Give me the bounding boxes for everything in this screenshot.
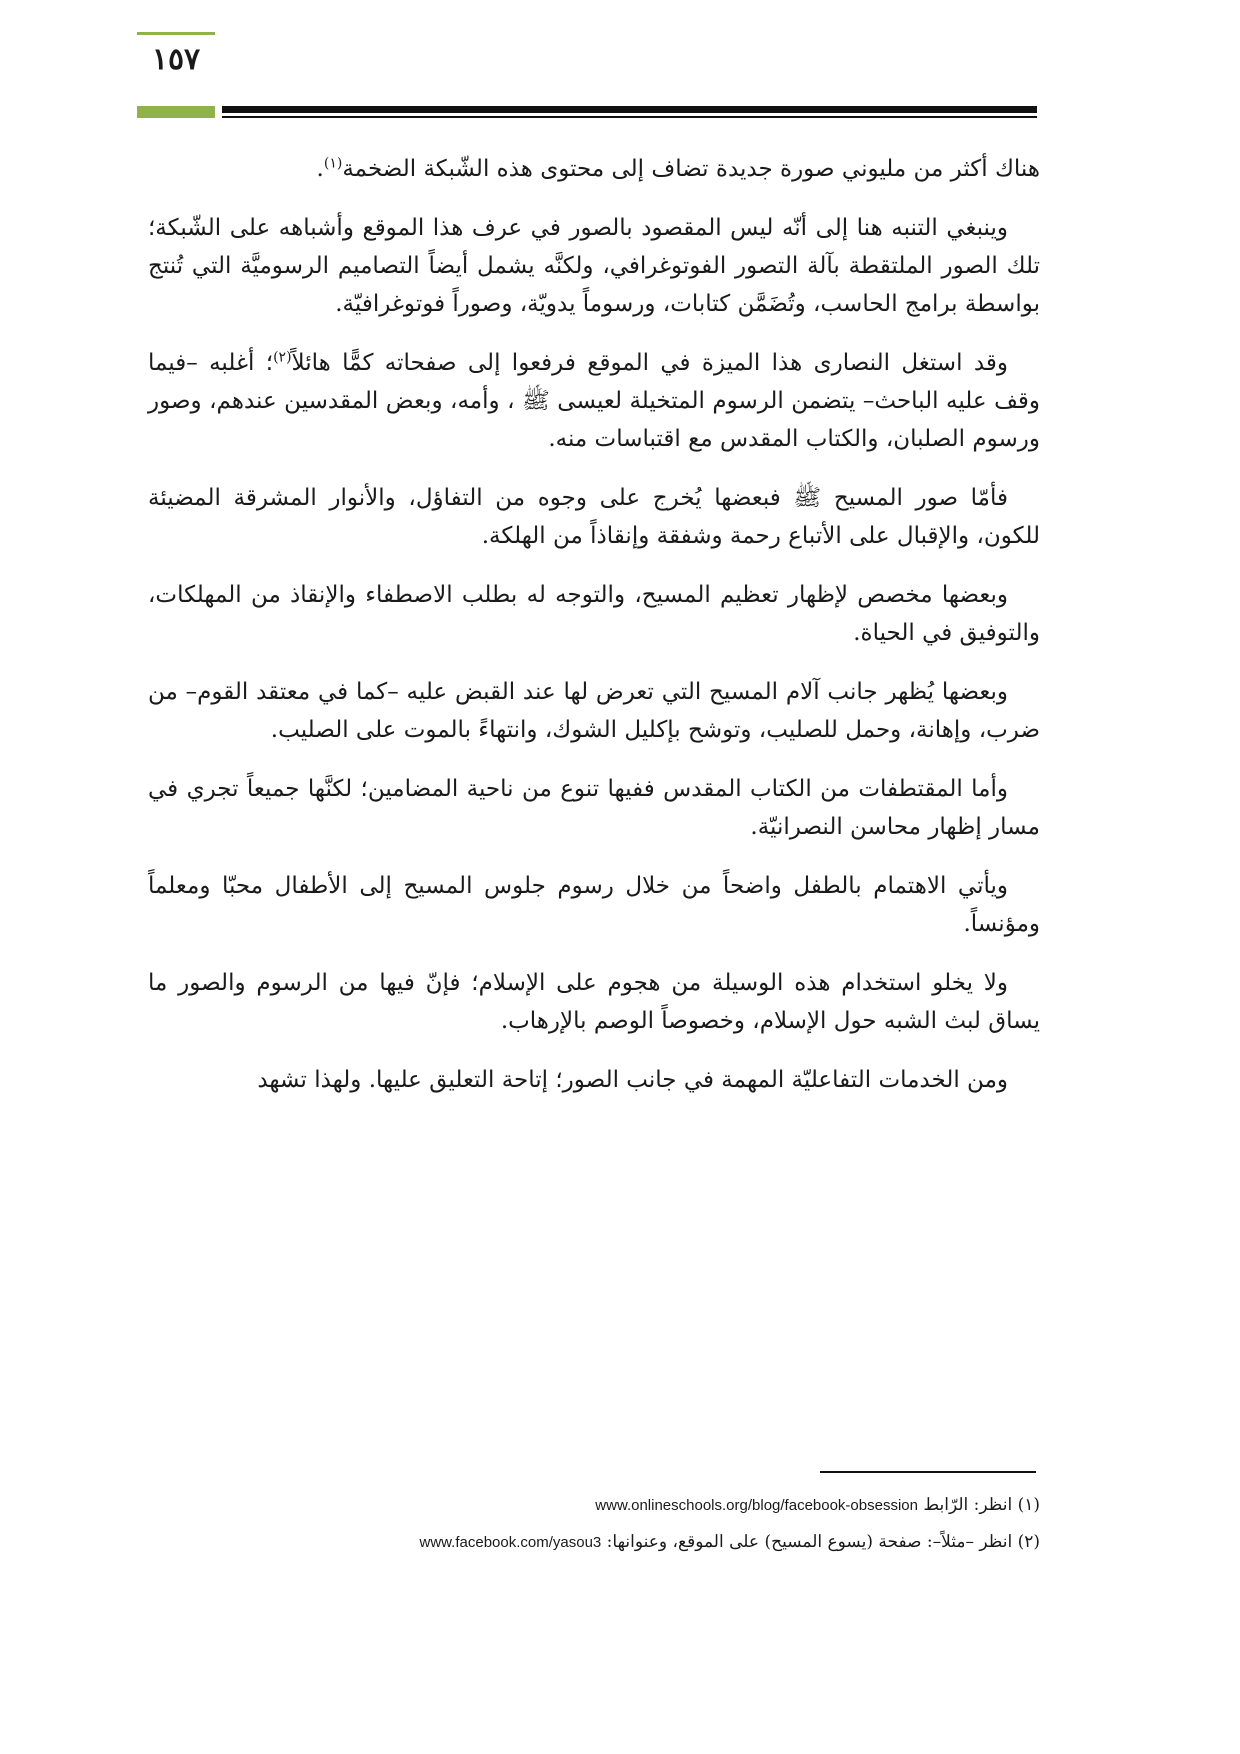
paragraph-5: وبعضها مخصص لإظهار تعظيم المسيح، والتوجه له بطلب الاصطفاء والإنقاذ من المهلكات، والتوفيق في الحياة. <box>148 582 1040 646</box>
paragraph-2: وينبغي التنبه هنا إلى أنّه ليس المقصود بالصور في عرف هذا الموقع وأشباهه على الشّبكة؛ تلك الصور الملتقطة بآلة التصور الفوتوغرافي، ولكنَّه يشمل أيضاً التصاميم الرسوميَّة التي تُنتج بواسطة برامج الحاسب، وتُضَمَّن كتابات، ورسوماً يدويّة، وصوراً فوتوغرافيّة. <box>148 215 1040 317</box>
footnotes <box>300 1487 1040 1561</box>
paragraph-1: هناك أكثر من مليوني صورة جديدة تضاف إلى محتوى هذه الشّبكة الضخمة$^{(١)}$. <box>316 155 1040 182</box>
footnote-ref-1: (١) <box>323 155 343 172</box>
header-accent-block <box>137 106 215 118</box>
header-rule-thin <box>222 116 1037 118</box>
paragraph-9: ولا يخلو استخدام هذه الوسيلة من هجوم على الإسلام؛ فإنّ فيها من الرسوم والصور ما يساق لبث الشبه حول الإسلام، وخصوصاً الوصم بالإرهاب. <box>148 970 1040 1034</box>
footnote-1 <box>300 1487 1040 1524</box>
footnote-2 <box>300 1524 1040 1561</box>
header-accent-line <box>137 32 215 35</box>
paragraph-3: وقد استغل النصارى هذا الميزة في الموقع فرفعوا إلى صفحاته كمًّا هائلاً$^{(٢)}$؛ أغلبه –فيما وقف عليه الباحث– يتضمن الرسوم المتخيلة لعيسى ﷺ ، وأمه، وبعض المقدسين عندهم، وصور ورسوم الصلبان، والكتاب المقدس مع اقتباسات منه. <box>148 349 1040 452</box>
footnote-1-label: (١) انظر: الرّابط <box>923 1495 1040 1515</box>
page-body <box>148 150 1040 1120</box>
paragraph-8: ويأتي الاهتمام بالطفل واضحاً من خلال رسوم جلوس المسيح إلى الأطفال محبّا ومعلماً ومؤنساً. <box>148 873 1040 937</box>
paragraph-7: وأما المقتطفات من الكتاب المقدس ففيها تنوع من ناحية المضامين؛ لكنَّها جميعاً تجري في مسار إظهار محاسن النصرانيّة. <box>148 776 1040 840</box>
footnote-2-url: www.facebook.com/yasou3 <box>419 1534 602 1551</box>
page-number: ١٥٧ <box>151 42 201 77</box>
footnote-ref-2: (٢) <box>273 349 292 366</box>
footnote-1-url: www.onlineschools.org/blog/facebook-obsession <box>595 1497 918 1514</box>
footnote-2-label: (٢) انظر –مثلاً–: صفحة (يسوع المسيح) على الموقع، وعنوانها: <box>606 1532 1040 1552</box>
paragraph-10: ومن الخدمات التفاعليّة المهمة في جانب الصور؛ إتاحة التعليق عليها. ولهذا تشهد <box>257 1067 1008 1093</box>
paragraph-6: وبعضها يُظهر جانب آلام المسيح التي تعرض لها عند القبض عليه –كما في معتقد القوم– من ضرب، وإهانة، وحمل للصليب، وتوشح بإكليل الشوك، وانتهاءً بالموت على الصليب. <box>148 679 1040 743</box>
paragraph-4: فأمّا صور المسيح ﷺ فبعضها يُخرج على وجوه من التفاؤل، والأنوار المشرقة المضيئة للكون، والإقبال على الأتباع رحمة وشفقة وإنقاذاً من الهلكة. <box>148 485 1040 549</box>
footnote-separator <box>820 1471 1036 1473</box>
header-rule-thick <box>222 106 1037 113</box>
